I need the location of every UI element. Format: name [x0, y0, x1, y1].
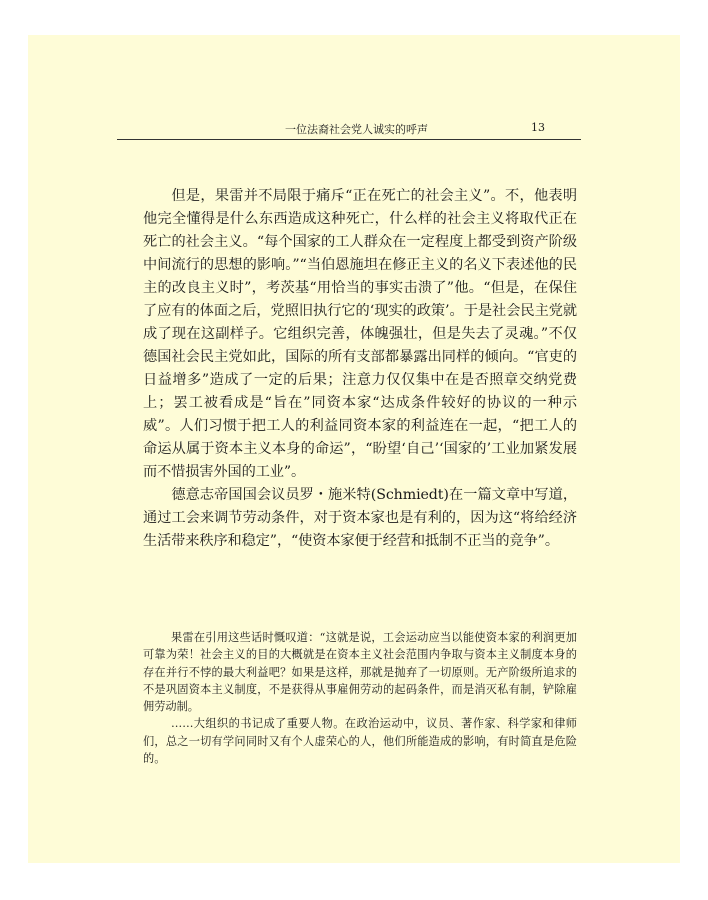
main-paragraph: 德意志帝国国会议员罗・施米特(Schmiedt)在一篇文章中写道，通过工会来调节劳动条件，对于资本家也是有利的，因为这“将给经济生活带来秩序和稳定”，“使资本家便于经营和抵制不正当的竞争”。	[143, 487, 577, 549]
quote-paragraph: 果雷在引用这些话时慨叹道：“这就是说，工会运动应当以能使资本家的利润更加可靠为荣！社会主义的目的大概就是在资本主义社会范围内争取与资本主义制度本身的存在并行不悖的最大利益吧？如果是这样，那就是抛弃了一切原则。无产阶级所追求的不是巩固资本主义制度，不是获得从事雇佣劳动的起码条件，而是消灭私有制，铲除雇佣劳动制。	[143, 631, 577, 714]
quote-paragraph: ……大组织的书记成了重要人物。在政治运动中，议员、著作家、科学家和律师们，总之一切有学问同时又有个人虚荣心的人，他们所能造成的影响，有时简直是危险的。	[143, 717, 577, 766]
main-paragraph: 但是，果雷并不局限于痛斥“正在死亡的社会主义”。不，他表明他完全懂得是什么东西造成这种死亡，什么样的社会主义将取代正在死亡的社会主义。“每个国家的工人群众在一定程度上都受到资产阶级中间流行的思想的影响。”“当伯恩施坦在修正主义的名义下表述他的民主的改良主义时”，考茨基“用恰当的事实击溃了”他。“但是，在保住了应有的体面之后，党照旧执行它的‘现实的政策’。于是社会民主党就成了现在这副样子。它组织完善，体魄强壮，但是失去了灵魂。”不仅德国社会民主党如此，国际的所有支部都暴露出同样的倾向。“官吏的日益增多”造成了一定的后果；注意力仅仅集中在是否照章交纳党费上；罢工被看成是“旨在”同资本家“达成条件较好的协议的一种示威”。人们习惯于把工人的利益同资本家的利益连在一起，“把工人的命运从属于资本主义本身的命运”，“盼望‘自己’‘国家的’工业加紧发展而不惜损害外国的工业”。	[143, 188, 577, 480]
running-header	[117, 117, 581, 140]
page-number: 13	[531, 121, 545, 134]
block-quote	[143, 629, 577, 767]
main-text	[143, 185, 577, 553]
running-header-title: 一位法裔社会党人诚实的呼声	[285, 123, 428, 136]
